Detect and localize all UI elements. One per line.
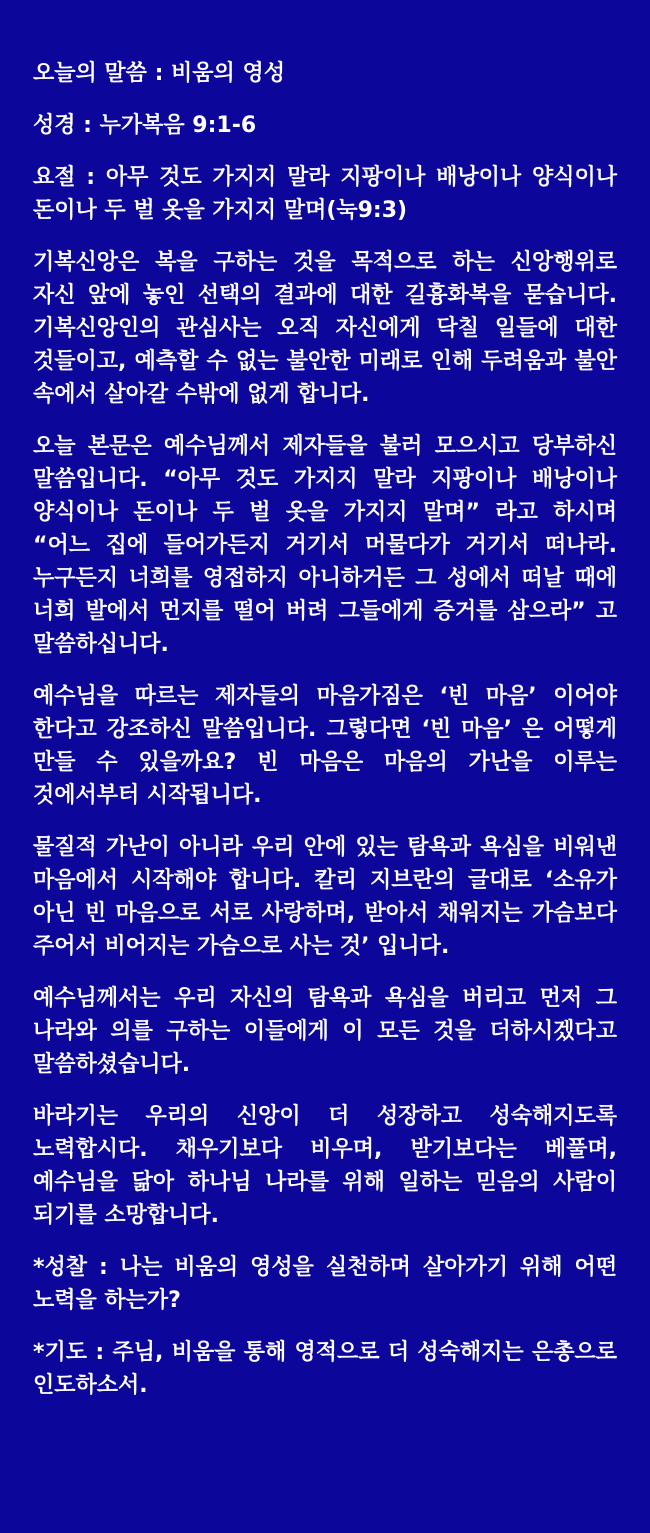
key-verse: 요절 : 아무 것도 가지지 말라 지팡이나 배낭이나 양식이나 돈이나 두 벌 옷을 가지지 말며(눅9:3) [33, 165, 617, 223]
body-paragraph: 바라기는 우리의 신앙이 더 성장하고 성숙해지도록 노력합시다. 채우기보다 비우며, 받기보다는 베풀며, 예수님을 닮아 하나님 나라를 위해 일하는 믿음의 사람이 되기를 소망합니다. [33, 1104, 617, 1228]
body-paragraph: 예수님을 따르는 제자들의 마음가짐은 ‘빈 마음’ 이어야 한다고 강조하신 말씀입니다. 그렇다면 ‘빈 마음’ 은 어떻게 만들 수 있을까요? 빈 마음은 마음의 가난을 이루는 것에서부터 시작됩니다. [33, 684, 617, 808]
body-paragraph: 오늘 본문은 예수님께서 제자들을 불러 모으시고 당부하신 말씀입니다. “아무 것도 가지지 말라 지팡이나 배낭이나 양식이나 돈이나 두 벌 옷을 가지지 말며” 라고 하시며 “어느 집에 들어가든지 거기서 머물다가 거기서 떠나라. 누구든지 너희를 영접하지 아니하거든 그 성에서 떠날 때에 너희 발에서 먼지를 떨어 버려 그들에게 증거를 삼으라” 고 말씀하십니다. [33, 434, 617, 657]
reflection-question: *성찰 : 나는 비움의 영성을 실천하며 살아가기 위해 어떤 노력을 하는가? [33, 1255, 617, 1313]
closing-prayer: *기도 : 주님, 비움을 통해 영적으로 더 성숙해지는 은총으로 인도하소서. [33, 1340, 617, 1398]
body-paragraph: 예수님께서는 우리 자신의 탐욕과 욕심을 버리고 먼저 그 나라와 의를 구하는 이들에게 이 모든 것을 더하시겠다고 말씀하셨습니다. [33, 986, 617, 1077]
devotion-title: 오늘의 말씀 : 비움의 영성 [33, 61, 285, 86]
body-paragraph: 물질적 가난이 아니라 우리 안에 있는 탐욕과 욕심을 비워낸 마음에서 시작해야 합니다. 칼리 지브란의 글대로 ‘소유가 아닌 빈 마음으로 서로 사랑하며, 받아서 채워지는 가슴보다 주어서 비어지는 가슴으로 사는 것’ 입니다. [33, 835, 617, 959]
body-paragraph: 기복신앙은 복을 구하는 것을 목적으로 하는 신앙행위로 자신 앞에 놓인 선택의 결과에 대한 길흉화복을 묻습니다. 기복신앙인의 관심사는 오직 자신에게 닥칠 일들에 대한 것들이고, 예측할 수 없는 불안한 미래로 인해 두려움과 불안 속에서 살아갈 수밖에 없게 합니다. [33, 250, 617, 407]
scripture-reference: 성경 : 누가복음 9:1-6 [33, 113, 257, 138]
